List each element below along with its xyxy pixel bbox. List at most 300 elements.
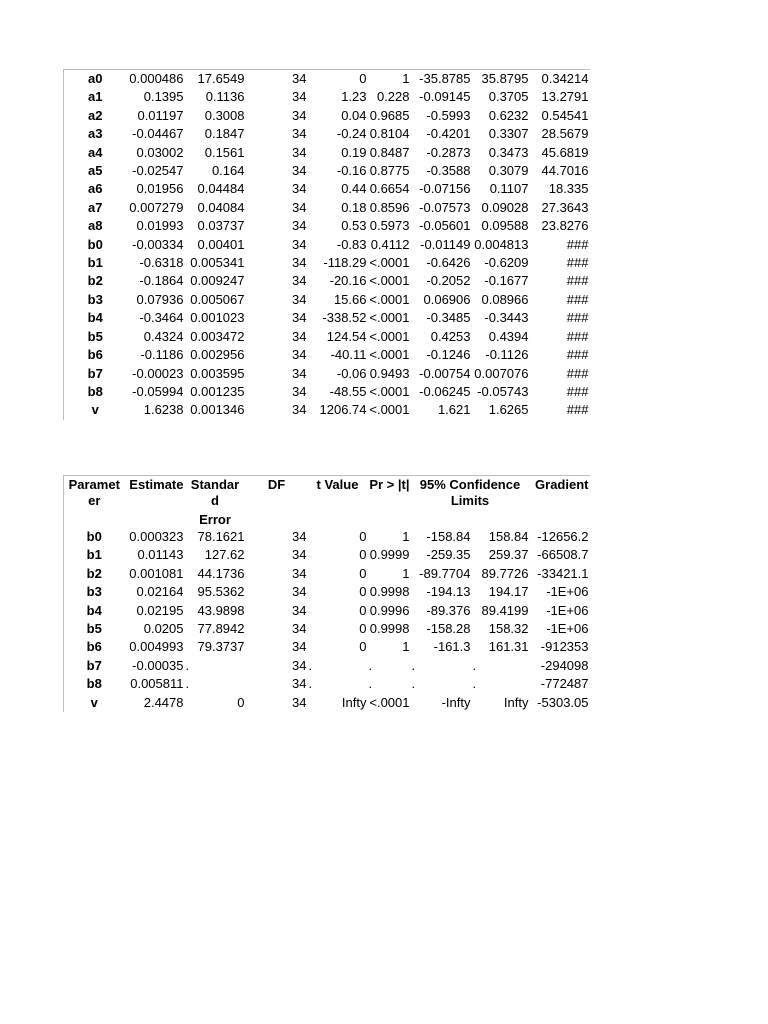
cell-standard-error: 78.1621	[197, 529, 245, 544]
cell-standard-error: 43.9898	[197, 602, 245, 618]
cell-pr: 0.8596	[369, 199, 410, 215]
cell-estimate: -0.1186	[140, 347, 184, 363]
cell-standard-error: .	[185, 676, 190, 692]
cell-estimate: -0.6318	[139, 255, 184, 271]
cell-estimate: -0.3464	[139, 310, 184, 326]
cell-parameter: b2	[64, 272, 127, 290]
cell-df: 34	[292, 529, 307, 544]
cell-lower-limit: -0.3588	[426, 163, 471, 179]
cell-parameter: a8	[64, 217, 127, 235]
cell-upper-limit: 1.6265	[488, 402, 529, 418]
table-row	[64, 328, 590, 346]
cell-lower-limit: -0.1246	[426, 347, 471, 363]
cell-pr: 0.228	[376, 89, 410, 105]
cell-t-value: 0	[359, 602, 367, 618]
cell-df: 34	[292, 291, 307, 307]
header-df: DF	[246, 476, 308, 529]
cell-lower-limit: -0.00754	[419, 365, 471, 381]
table-row	[64, 694, 590, 712]
cell-upper-limit: 0.3307	[488, 126, 529, 142]
cell-parameter: b8	[64, 383, 127, 401]
cell-t-value: 0.18	[341, 199, 367, 215]
cell-lower-limit: -0.07156	[419, 181, 471, 197]
cell-pr: <.0001	[369, 310, 410, 326]
cell-pr: 1	[368, 70, 411, 89]
cell-estimate: 0.01956	[136, 181, 184, 197]
cell-parameter: b6	[64, 346, 127, 364]
cell-pr: <.0001	[369, 694, 410, 710]
cell-standard-error: 77.8942	[197, 621, 245, 637]
cell-pr: 0.6654	[369, 181, 410, 197]
cell-pr: <.0001	[369, 255, 410, 271]
cell-gradient: -1E+06	[546, 584, 589, 600]
cell-pr: <.0001	[369, 273, 410, 289]
table-row	[64, 70, 590, 89]
cell-gradient: 44.7016	[541, 163, 589, 179]
cell-lower-limit: -0.5993	[426, 107, 471, 123]
cell-df: 34	[292, 89, 307, 105]
cell-lower-limit: 1.621	[437, 402, 471, 418]
header-standard-error-line1: Standar d	[190, 477, 240, 508]
header-pr: Pr > |t|	[368, 476, 411, 529]
cell-t-value: -48.55	[329, 383, 367, 399]
header-standard-error	[185, 476, 246, 529]
cell-df: 34	[292, 639, 307, 655]
cell-estimate: 0.0205	[143, 621, 184, 637]
cell-pr: 0.9998	[369, 621, 410, 637]
table-row	[64, 401, 590, 419]
cell-upper-limit: 0.4394	[488, 328, 529, 344]
table-row	[64, 180, 590, 198]
table-row	[64, 144, 590, 162]
cell-estimate: 2.4478	[143, 694, 184, 710]
cell-standard-error: 0.002956	[190, 347, 245, 363]
cell-upper-limit: 0.09028	[481, 199, 529, 215]
cell-parameter: b4	[64, 309, 127, 327]
cell-standard-error: 0	[237, 694, 245, 710]
table-row	[64, 546, 590, 564]
cell-t-value: -0.16	[336, 163, 367, 179]
cell-parameter: a4	[64, 144, 127, 162]
cell-estimate: 0.01143	[137, 547, 184, 563]
cell-parameter: a2	[64, 107, 127, 125]
parameter-estimates-table-2	[63, 475, 590, 712]
cell-upper-limit: 0.08966	[481, 291, 529, 307]
table-row	[64, 254, 590, 272]
cell-upper-limit: 0.3705	[488, 89, 529, 105]
cell-pr: 0.4112	[370, 236, 410, 252]
cell-standard-error: 0.003595	[190, 365, 245, 381]
cell-gradient: -294098	[540, 657, 589, 673]
cell-pr: 0.8775	[369, 163, 410, 179]
cell-standard-error: .	[185, 657, 190, 673]
cell-t-value: -0.06	[336, 365, 367, 381]
cell-standard-error: 0.005341	[190, 255, 245, 271]
cell-parameter: a5	[64, 162, 127, 180]
cell-df: 34	[292, 383, 307, 399]
cell-gradient: -912353	[540, 639, 589, 655]
table-row	[64, 620, 590, 638]
cell-standard-error: 0.001346	[190, 402, 245, 418]
cell-lower-limit: -0.09145	[419, 89, 471, 105]
cell-parameter: b7	[64, 365, 127, 383]
cell-upper-limit: 89.4199	[481, 602, 529, 618]
cell-standard-error: 0.03737	[197, 218, 245, 234]
cell-df: 34	[292, 402, 307, 418]
cell-estimate: 0.1395	[143, 89, 184, 105]
cell-standard-error: 0.1561	[204, 144, 245, 160]
cell-df: 34	[292, 365, 307, 381]
cell-parameter: b3	[64, 583, 125, 601]
cell-gradient: 0.34214	[530, 70, 590, 89]
cell-t-value: 124.54	[326, 328, 367, 344]
cell-estimate: 0.000323	[129, 529, 184, 544]
cell-estimate: -0.00035	[132, 657, 184, 673]
cell-parameter: b5	[64, 328, 127, 346]
cell-parameter: b0	[64, 236, 127, 254]
cell-standard-error: 44.1736	[197, 565, 245, 581]
cell-gradient: ###	[566, 365, 589, 381]
cell-t-value: -0.83	[336, 236, 367, 252]
cell-pr: 1	[402, 565, 410, 581]
table-row	[64, 162, 590, 180]
table-row	[64, 383, 590, 401]
cell-gradient: ###	[566, 347, 589, 363]
cell-upper-limit: 0.6232	[488, 107, 529, 123]
cell-pr: 0.8104	[369, 126, 410, 142]
cell-pr: 0.9999	[369, 547, 410, 563]
cell-t-value: -20.16	[329, 273, 367, 289]
cell-estimate: -0.04467	[132, 126, 184, 142]
cell-t-value: .	[308, 676, 313, 692]
cell-standard-error: 0.005067	[190, 291, 245, 307]
cell-t-value: 0	[359, 621, 367, 637]
cell-pr: 0.9685	[369, 107, 410, 123]
cell-df: 34	[292, 107, 307, 123]
cell-pr: 0.9493	[369, 365, 410, 381]
header-gradient: Gradient	[530, 476, 590, 529]
cell-upper-limit: 0.004813	[474, 236, 529, 252]
cell-parameter: a6	[64, 180, 127, 198]
header-confidence-limits: 95% Confidence Limits	[411, 476, 530, 529]
cell-lower-limit: -35.8785	[411, 70, 472, 89]
cell-gradient: ###	[566, 291, 589, 307]
cell-df: 34	[292, 547, 307, 563]
cell-pr: <.0001	[369, 383, 410, 399]
cell-standard-error: 0.001023	[190, 310, 245, 326]
table-row	[64, 565, 590, 583]
cell-lower-limit: .	[411, 657, 416, 673]
table-row	[64, 309, 590, 327]
cell-df: 34	[292, 602, 307, 618]
cell-pr: 0.8487	[369, 144, 410, 160]
cell-upper-limit: -0.05743	[477, 383, 529, 399]
cell-standard-error: 0.1136	[205, 89, 245, 105]
cell-estimate: 0.000486	[127, 70, 185, 89]
cell-parameter: b4	[64, 602, 125, 620]
cell-upper-limit: -0.1126	[485, 347, 529, 363]
cell-df: 34	[292, 621, 307, 637]
cell-gradient: 28.5679	[541, 126, 589, 142]
cell-t-value: Infty	[341, 694, 367, 710]
cell-gradient: ###	[566, 273, 589, 289]
cell-gradient: -33421.1	[537, 565, 589, 581]
cell-lower-limit: -Infty	[441, 694, 471, 710]
cell-t-value: 1206.74	[319, 402, 367, 418]
cell-lower-limit: -0.01149	[420, 236, 471, 252]
cell-df: 34	[292, 236, 307, 252]
cell-df: 34	[292, 694, 307, 710]
cell-df: 34	[292, 347, 307, 363]
cell-standard-error: 79.3737	[197, 639, 245, 655]
cell-df: 34	[292, 328, 307, 344]
cell-lower-limit: -161.3	[433, 639, 471, 655]
cell-df: 34	[246, 70, 308, 89]
table-row	[64, 638, 590, 656]
cell-estimate: 0.007279	[129, 199, 184, 215]
cell-t-value: 0.53	[341, 218, 367, 234]
cell-upper-limit: 0.1107	[489, 181, 529, 197]
cell-pr: .	[368, 676, 373, 692]
cell-t-value: -338.52	[322, 310, 367, 326]
cell-gradient: 27.3643	[541, 199, 589, 215]
cell-df: 34	[292, 255, 307, 271]
header-t-value: t Value	[308, 476, 368, 529]
cell-estimate: -0.00023	[132, 365, 184, 381]
cell-gradient: ###	[566, 383, 589, 399]
cell-estimate: 0.01197	[137, 107, 184, 123]
cell-upper-limit: 35.8795	[472, 70, 530, 89]
cell-df: 34	[292, 199, 307, 215]
cell-lower-limit: 0.4253	[430, 328, 471, 344]
cell-estimate: 1.6238	[143, 402, 184, 418]
cell-standard-error: 0.009247	[190, 273, 245, 289]
cell-upper-limit: 0.3473	[488, 144, 529, 160]
header-standard-error-line2: Error	[199, 512, 231, 527]
cell-estimate: -0.02547	[132, 163, 184, 179]
cell-upper-limit: 0.09588	[481, 218, 529, 234]
table-row	[64, 365, 590, 383]
cell-t-value: 0	[308, 70, 368, 89]
cell-t-value: 15.66	[333, 291, 367, 307]
cell-upper-limit: 259.37	[488, 547, 529, 563]
cell-standard-error: 0.3008	[204, 107, 245, 123]
cell-gradient: 23.8276	[541, 218, 589, 234]
cell-upper-limit: -0.1677	[484, 273, 529, 289]
cell-upper-limit: 158.32	[488, 621, 529, 637]
cell-pr: <.0001	[369, 347, 410, 363]
cell-standard-error: 0.00401	[197, 236, 245, 252]
cell-parameter: v	[64, 401, 127, 419]
cell-parameter: b8	[64, 675, 125, 693]
cell-df: 34	[292, 163, 307, 179]
cell-lower-limit: -259.35	[426, 547, 471, 563]
cell-pr: .	[368, 657, 373, 673]
cell-lower-limit: -0.3485	[426, 310, 471, 326]
cell-df: 34	[292, 126, 307, 142]
header-parameter: Paramet er	[64, 476, 125, 529]
cell-gradient: -66508.7	[537, 547, 589, 563]
cell-estimate: 0.005811	[130, 676, 184, 692]
cell-gradient: -1E+06	[546, 621, 589, 637]
parameter-estimates-table-1	[63, 69, 590, 420]
cell-estimate: -0.00334	[132, 236, 184, 252]
cell-upper-limit: 89.7726	[481, 565, 529, 581]
cell-estimate: 0.004993	[129, 639, 184, 655]
cell-parameter: a0	[64, 70, 127, 89]
cell-parameter: b5	[64, 620, 125, 638]
cell-parameter: b0	[64, 528, 125, 546]
cell-parameter: a3	[64, 125, 127, 143]
cell-t-value: 0.44	[341, 181, 367, 197]
cell-parameter: b7	[64, 657, 125, 675]
table-row	[64, 291, 590, 309]
cell-parameter: b1	[64, 254, 127, 272]
cell-lower-limit: -194.13	[426, 584, 471, 600]
cell-standard-error: 0.001235	[190, 383, 245, 399]
cell-upper-limit: 194.17	[488, 584, 529, 600]
cell-parameter: b3	[64, 291, 127, 309]
cell-df: 34	[292, 181, 307, 197]
table-row	[64, 272, 590, 290]
cell-df: 34	[292, 565, 307, 581]
cell-estimate: 0.01993	[136, 218, 184, 234]
cell-pr: 0.9996	[369, 602, 410, 618]
cell-upper-limit: 158.84	[488, 529, 529, 544]
cell-parameter: b6	[64, 638, 125, 656]
cell-lower-limit: -0.6426	[426, 255, 471, 271]
cell-standard-error: 0.003472	[190, 328, 245, 344]
cell-gradient: 0.54541	[541, 107, 589, 123]
cell-gradient: ###	[566, 328, 589, 344]
table-row	[64, 199, 590, 217]
cell-upper-limit: -0.3443	[484, 310, 529, 326]
cell-t-value: .	[308, 657, 313, 673]
cell-t-value: 0	[359, 529, 367, 544]
table-row	[64, 88, 590, 106]
cell-lower-limit: -158.28	[426, 621, 471, 637]
cell-df: 34	[292, 657, 307, 673]
cell-pr: <.0001	[369, 402, 410, 418]
cell-estimate: 0.001081	[129, 565, 184, 581]
cell-parameter: b1	[64, 546, 125, 564]
cell-pr: 1	[402, 529, 410, 544]
cell-standard-error: 95.5362	[197, 584, 245, 600]
cell-t-value: 0.04	[341, 107, 367, 123]
cell-gradient: ###	[566, 255, 589, 271]
header-estimate: Estimate	[125, 476, 185, 529]
cell-df: 34	[292, 310, 307, 326]
cell-gradient: -5303.05	[537, 694, 589, 710]
cell-lower-limit: -0.05601	[419, 218, 471, 234]
cell-t-value: -118.29	[323, 255, 367, 271]
cell-df: 34	[292, 676, 307, 692]
table-row	[64, 217, 590, 235]
cell-gradient: ###	[566, 236, 589, 252]
cell-gradient: -1E+06	[546, 602, 589, 618]
cell-standard-error: 0.04484	[197, 181, 245, 197]
cell-estimate: 0.02164	[136, 584, 184, 600]
cell-t-value: 0	[359, 639, 367, 655]
cell-upper-limit: .	[472, 676, 477, 692]
cell-t-value: 1.23	[341, 89, 367, 105]
cell-estimate: 0.03002	[136, 144, 184, 160]
cell-standard-error: 127.62	[204, 547, 245, 563]
cell-estimate: 0.07936	[136, 291, 184, 307]
cell-parameter: v	[64, 694, 125, 712]
cell-upper-limit: 0.3079	[488, 163, 529, 179]
cell-gradient: ###	[566, 402, 589, 418]
table-row	[64, 602, 590, 620]
cell-lower-limit: -89.7704	[419, 565, 471, 581]
cell-gradient: -772487	[540, 676, 589, 692]
table-row	[64, 583, 590, 601]
cell-t-value: -0.24	[336, 126, 367, 142]
cell-parameter: b2	[64, 565, 125, 583]
cell-lower-limit: -0.06245	[419, 383, 471, 399]
cell-pr: 1	[402, 639, 410, 655]
table-row	[64, 125, 590, 143]
cell-upper-limit: 161.31	[488, 639, 529, 655]
cell-estimate: -0.1864	[139, 273, 184, 289]
cell-t-value: -40.11	[330, 347, 367, 363]
table-row	[64, 107, 590, 125]
cell-lower-limit: -0.07573	[419, 199, 471, 215]
cell-standard-error: 17.6549	[185, 70, 246, 89]
cell-estimate: 0.4324	[143, 328, 184, 344]
cell-upper-limit: -0.6209	[484, 255, 529, 271]
cell-lower-limit: -0.2052	[426, 273, 471, 289]
cell-gradient: 13.2791	[541, 89, 589, 105]
cell-df: 34	[292, 218, 307, 234]
cell-df: 34	[292, 144, 307, 160]
cell-pr: <.0001	[369, 291, 410, 307]
cell-standard-error: 0.1847	[204, 126, 245, 142]
cell-parameter: a1	[64, 88, 127, 106]
cell-upper-limit: 0.007076	[474, 365, 529, 381]
table-row	[64, 236, 590, 254]
table-row	[64, 528, 590, 546]
cell-pr: <.0001	[369, 328, 410, 344]
cell-upper-limit: .	[472, 657, 477, 673]
cell-gradient: -12656.2	[537, 529, 589, 544]
cell-df: 34	[292, 273, 307, 289]
cell-lower-limit: -0.4201	[426, 126, 471, 142]
cell-standard-error: 0.164	[211, 163, 245, 179]
cell-upper-limit: Infty	[503, 694, 529, 710]
cell-t-value: 0	[359, 565, 367, 581]
cell-t-value: 0	[359, 547, 367, 563]
cell-lower-limit: -89.376	[426, 602, 471, 618]
cell-lower-limit: -158.84	[426, 529, 471, 544]
cell-estimate: 0.02195	[136, 602, 184, 618]
cell-t-value: 0	[359, 584, 367, 600]
cell-estimate: -0.05994	[132, 383, 184, 399]
cell-pr: 0.9998	[369, 584, 410, 600]
cell-parameter: a7	[64, 199, 127, 217]
cell-lower-limit: -0.2873	[426, 144, 471, 160]
cell-standard-error: 0.04084	[197, 199, 245, 215]
cell-gradient: 45.6819	[541, 144, 589, 160]
table-row	[64, 675, 590, 693]
table-row	[64, 346, 590, 364]
cell-gradient: 18.335	[548, 181, 589, 197]
cell-df: 34	[292, 584, 307, 600]
table-row	[64, 657, 590, 675]
cell-lower-limit: 0.06906	[423, 291, 471, 307]
cell-gradient: ###	[566, 310, 589, 326]
cell-t-value: 0.19	[341, 144, 367, 160]
